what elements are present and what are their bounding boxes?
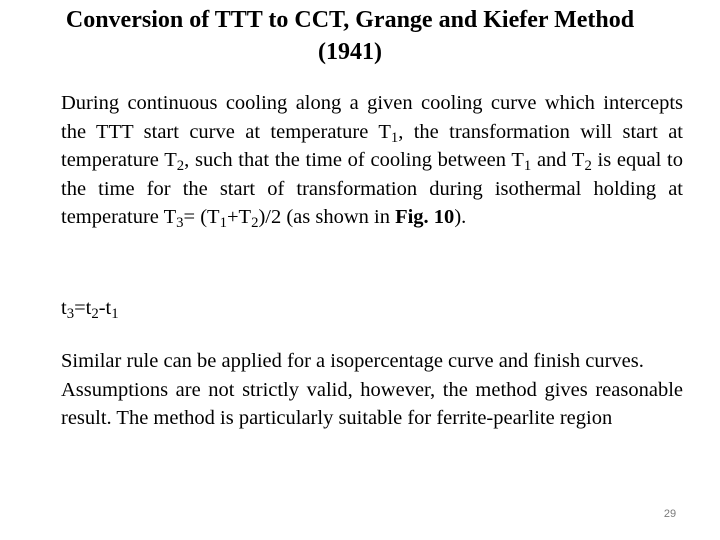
- paragraph-2-line-1: Similar rule can be applied for a isopercentage curve and finish curves.: [61, 350, 644, 372]
- subscript: 2: [251, 215, 259, 232]
- subscript: 3: [66, 306, 75, 323]
- subscript: 3: [176, 215, 184, 232]
- paragraph-1-text: During continuous cooling along a given cooling curve which intercepts the TTT start curve at temperature T: [61, 92, 683, 143]
- equation-text: =t: [74, 297, 92, 319]
- equation-text: t: [61, 297, 67, 319]
- equation-text: -t: [98, 297, 112, 319]
- subscript: 1: [219, 215, 227, 232]
- paragraph-1-text: , such that the time of cooling between T: [184, 149, 524, 172]
- subscript: 1: [111, 306, 119, 323]
- paragraph-1-text: )/2 (as shown in: [258, 206, 396, 229]
- paragraph-2: [61, 347, 683, 433]
- paragraph-1-text: ).: [454, 206, 467, 229]
- subscript: 2: [176, 158, 185, 175]
- title-line-1: Conversion of TTT to CCT, Grange and Kiefer Method: [65, 7, 635, 33]
- subscript: 1: [390, 129, 399, 146]
- page-number: 29: [663, 508, 677, 520]
- paragraph-1-text: , the transformation will start at temperature T: [61, 120, 683, 172]
- subscript: 2: [91, 306, 99, 323]
- figure-reference: Fig. 10: [395, 206, 455, 229]
- paragraph-1-text: = (T: [183, 206, 220, 229]
- subscript: 1: [523, 158, 532, 175]
- paragraph-1-text: +T: [226, 206, 252, 229]
- slide-title: [10, 4, 690, 68]
- paragraph-2-line-2: Assumptions are not strictly valid, however, the method gives reasonable result. The method is particularly suitable for ferrite-pearlite region: [61, 378, 683, 430]
- paragraph-1: [61, 89, 683, 232]
- paragraph-1-text: is equal to the time for the start of transformation during isothermal holding at temperature T: [61, 149, 683, 229]
- equation: [61, 294, 683, 323]
- subscript: 2: [584, 158, 592, 175]
- title-line-2: (1941): [318, 39, 382, 65]
- paragraph-1-text: and T: [531, 149, 585, 172]
